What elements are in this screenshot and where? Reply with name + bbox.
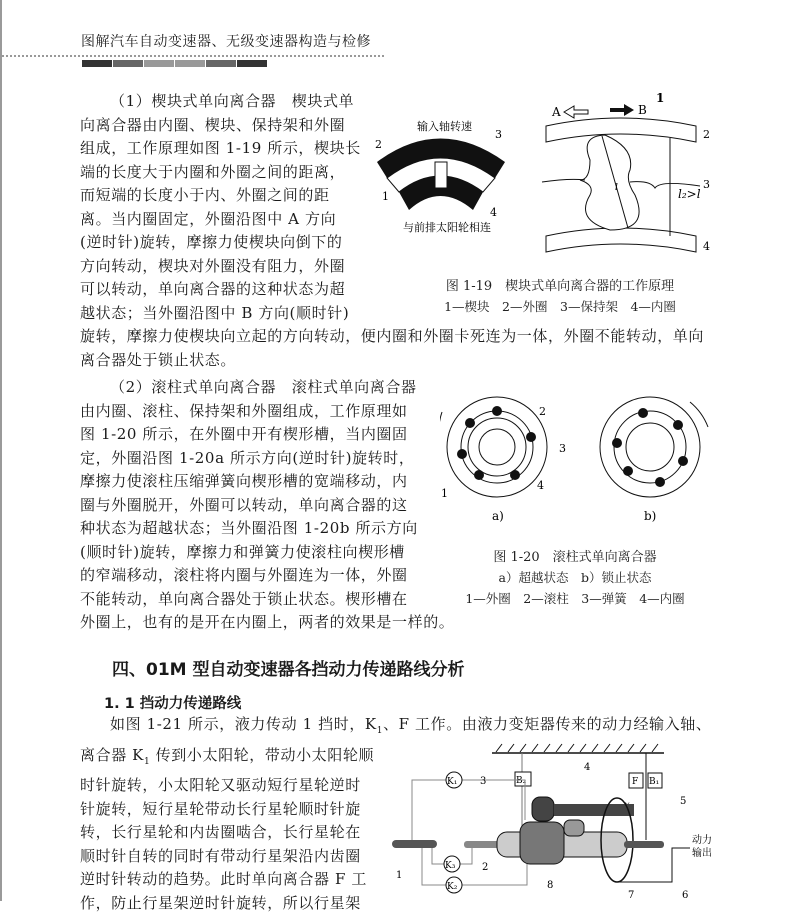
sprag (580, 135, 639, 230)
text-fragment: 离合器 K (80, 746, 144, 764)
text-line (80, 713, 711, 744)
callout-5: 5 (680, 796, 686, 807)
caption-title: 图 1-20 滚柱式单向离合器 (445, 546, 705, 565)
text-line: 定，外圈沿图 1-20a 所示方向(逆时针)旋转时， (80, 447, 454, 471)
label-output-1: 动力 (692, 833, 712, 846)
text-line: 顺时针自转的同时有带动行星架沿内齿圈 (80, 845, 711, 869)
figure-1-20-caption (445, 546, 705, 607)
text-line: 离合器处于锁止状态。 (80, 349, 704, 373)
text-line: 种状态为超越状态；当外圈沿图 1-20b 所示方向 (80, 517, 454, 541)
text-line: （2）滚柱式单向离合器 滚柱式单向离合器 (80, 376, 454, 400)
label-input-speed: 输入轴转速 (417, 119, 472, 133)
output-shaft (624, 841, 664, 848)
text-line: 旋转，摩擦力使楔块向立起的方向转动，便内圈和外圈卡死连为一体，外圈不能转动，单向 (80, 325, 704, 349)
text-line: (逆时针)旋转，摩擦力使楔块向倒下的 (80, 231, 704, 255)
decor-bar (82, 60, 112, 67)
text-fragment: 传到小太阳轮，带动小太阳轮顺 (150, 746, 374, 764)
text-fragment: 如图 1-21 所示，液力传动 1 挡时，K (110, 715, 377, 733)
callout-2: 2 (375, 138, 382, 151)
text-line: 时针旋转，小太阳轮又驱动短行星轮逆时 (80, 774, 711, 798)
text-line: 方向转动，楔块对外圈没有阻力，外圈 (80, 255, 704, 279)
callout-3: 3 (495, 128, 502, 141)
roller (465, 418, 475, 428)
callout-1: 1 (396, 870, 402, 881)
arrow-a-icon (564, 106, 588, 118)
callout-1: 1 (441, 487, 448, 500)
arrow-b-icon (610, 104, 634, 116)
callout-4: 4 (537, 479, 544, 492)
caption-sub: a）超越状态 b）锁止状态 (445, 568, 705, 586)
input-shaft (392, 840, 437, 848)
caption-legend: 1—楔块 2—外圈 3—保持架 4—内圈 (400, 297, 720, 315)
figure-1-21-power-flow (392, 740, 732, 901)
inner-ring (626, 423, 674, 471)
callout-2: 2 (482, 862, 488, 873)
roller (492, 406, 502, 416)
inner-bore (479, 429, 515, 465)
caption-title: 图 1-19 楔块式单向离合器的工作原理 (400, 275, 720, 294)
label-output-2: 输出 (692, 846, 712, 859)
decor-bar (144, 60, 174, 67)
label-f: F (632, 777, 638, 787)
text-line: 的窄端移动，滚柱将内圈与外圈连为一体，外圈 (80, 564, 454, 588)
label-sun-gear: 与前排太阳轮相连 (403, 220, 491, 234)
rotation-arrow-ccw-icon (440, 412, 442, 437)
label-k2: K₂ (447, 882, 458, 892)
text-line: 离。当内圈固定，外圈沿图中 A 方向 (80, 208, 704, 232)
callout-4: 4 (584, 762, 590, 773)
subsection-heading: 1. 1 挡动力传递路线 (104, 692, 241, 713)
label-k1: K₁ (447, 777, 457, 787)
text-line: 图 1-20 所示，在外圈中开有楔形槽，当内圈固 (80, 423, 454, 447)
figure-1-19-caption (400, 275, 720, 315)
callout-3: 3 (559, 442, 566, 455)
sub-label-b: b) (644, 509, 656, 523)
wedge (435, 162, 447, 188)
label-k3: K₃ (445, 861, 456, 871)
callout-4: 4 (490, 206, 497, 219)
roller (623, 466, 633, 476)
callout-3: 3 (703, 178, 710, 191)
text-line: （1）楔块式单向离合器 楔块式单 (80, 90, 704, 114)
header-dotted-rule (2, 55, 384, 57)
roller (510, 470, 520, 480)
callout-2: 2 (703, 128, 710, 141)
header-decor-bars (82, 60, 267, 67)
long-planet-shaft (554, 804, 634, 816)
text-line: 圈与外圈脱开，外圈可以转动，单向离合器的这 (80, 494, 454, 518)
figure-1-19-wedge-arc (365, 110, 515, 235)
callout-1: 1 (656, 91, 664, 105)
text-line: (顺时针)旋转，摩擦力和弹簧力使滚柱向楔形槽 (80, 541, 454, 565)
text-line: 作，防止行星架逆时针旋转，所以行星架 (80, 892, 711, 915)
roller-clutch-a (440, 397, 566, 500)
callout-7: 7 (628, 890, 634, 901)
callout-2: 2 (539, 405, 546, 418)
label-direction-a: A (551, 105, 561, 119)
callout-4: 4 (703, 240, 710, 253)
ring-gear-8 (520, 822, 564, 864)
roller (678, 456, 688, 466)
output-path (617, 848, 690, 882)
text-line: 组成，工作原理如图 1-19 所示，楔块长 (80, 137, 704, 161)
callout-1: 1 (382, 190, 389, 203)
text-line: 由内圈、滚柱、保持架和外圈组成，工作原理如 (80, 400, 454, 424)
decor-bar (175, 60, 205, 67)
subscript: 1 (377, 726, 383, 736)
roller (638, 408, 648, 418)
text-line: 逆时针转动的趋势。此时单向离合器 F 工 (80, 868, 711, 892)
text-line: 越状态；当外圈沿图中 B 方向(顺时针) (80, 302, 704, 326)
text-line: 向离合器由内圈、楔块、保持架和外圈 (80, 114, 704, 138)
text-fragment: 、F 工作。由液力变矩器传来的动力经输入轴、 (383, 715, 711, 733)
outer-race (546, 118, 696, 142)
roller (526, 432, 536, 442)
decor-bar (206, 60, 236, 67)
roller (655, 477, 665, 487)
roller (612, 438, 622, 448)
inner-race (546, 228, 696, 252)
label-l: l (615, 183, 618, 193)
roller (457, 449, 467, 459)
label-b2: B₂ (516, 776, 527, 786)
text-line: 不能转动，单向离合器处于锁止状态。楔形槽在 (80, 588, 454, 612)
short-planet-4 (564, 820, 584, 836)
roller-clutch-b (600, 397, 708, 497)
text-line: 而短端的长度小于内、外圈之间的距 (80, 184, 704, 208)
text-line: 外圈上，也有的是开在内圈上，两者的效果是一样的。 (80, 611, 454, 635)
decor-bar (237, 60, 267, 67)
roller (673, 420, 683, 430)
text-line: 转，长行星轮和内齿圈啮合，长行星轮在 (80, 821, 711, 845)
figure-1-19-sprag-detail (540, 90, 720, 260)
callout-6: 6 (682, 890, 688, 901)
label-direction-b: B (638, 103, 647, 117)
caption-legend: 1—外圈 2—滚柱 3—弹簧 4—内圈 (445, 589, 705, 607)
page-left-edge (0, 0, 2, 901)
ground-hatching (496, 744, 658, 752)
label-b1: B₁ (649, 777, 659, 787)
figure-1-20-roller-clutch (440, 385, 730, 530)
long-planet-3 (532, 797, 554, 821)
label-l2-gt-l: l₂>l (678, 187, 701, 201)
sub-label-a: a) (492, 509, 504, 523)
text-line: 摩擦力使滚柱压缩弹簧向楔形槽的宽端移动，内 (80, 470, 454, 494)
running-head-title: 图解汽车自动变速器、无级变速器构造与检修 (81, 31, 371, 51)
subscript: 1 (144, 757, 150, 767)
para-roller-clutch (80, 376, 454, 635)
k1-path (412, 780, 525, 840)
callout-3: 3 (480, 776, 486, 787)
decor-bar (113, 60, 143, 67)
section-heading: 四、01M 型自动变速器各挡动力传递路线分析 (112, 655, 465, 680)
callout-8: 8 (547, 880, 553, 891)
text-line: 端的长度大于内圈和外圈之间的距离， (80, 161, 704, 185)
text-line: 可以转动，单向离合器的这种状态为超 (80, 278, 704, 302)
text-line: 针旋转，短行星轮带动长行星轮顺时针旋 (80, 798, 711, 822)
roller (474, 470, 484, 480)
